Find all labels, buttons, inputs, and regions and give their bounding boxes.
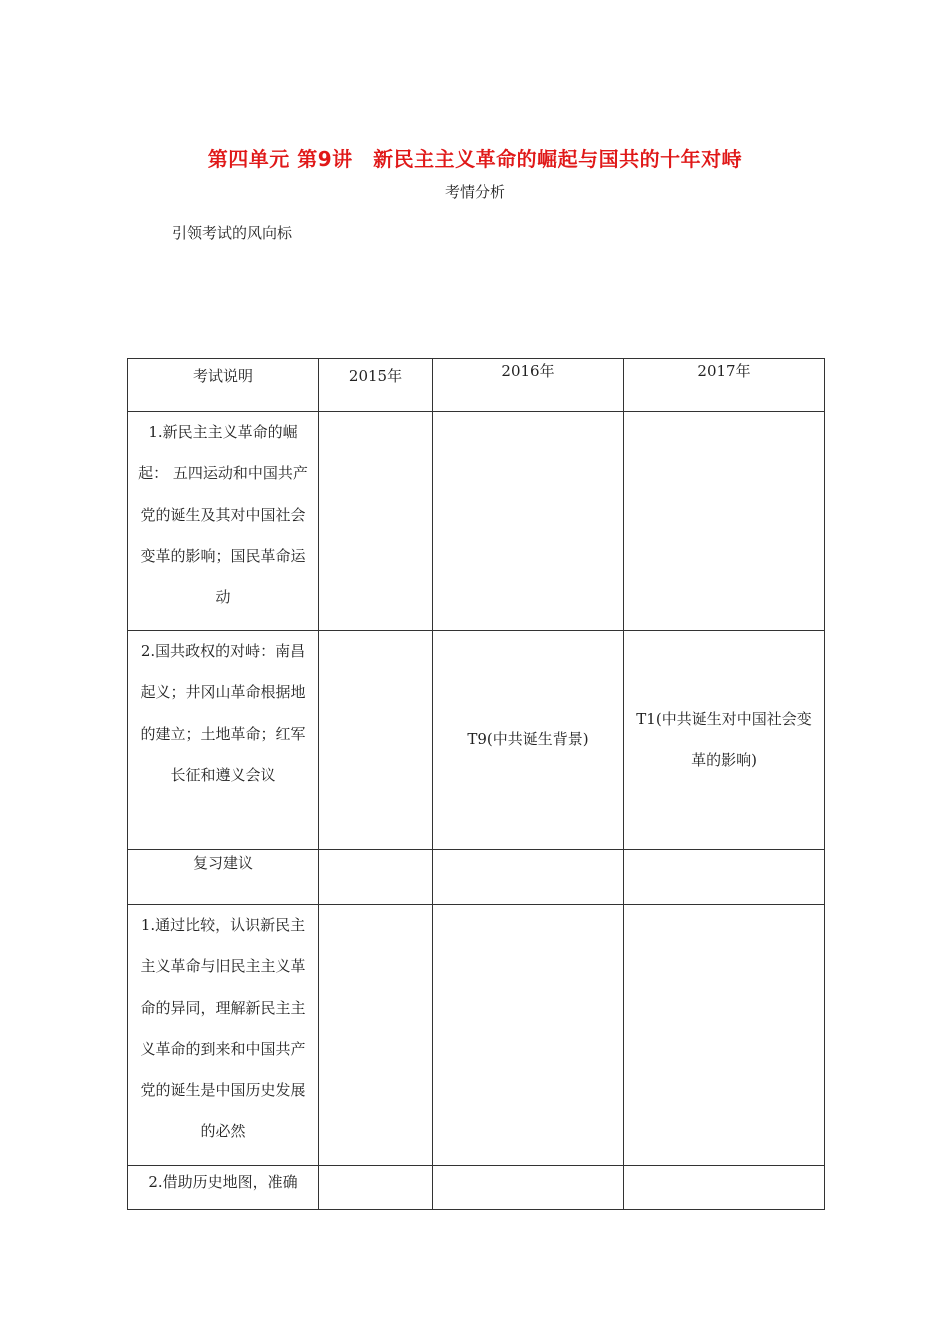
cell-2015 (319, 905, 433, 1166)
table-row (128, 412, 825, 631)
row-label: 1.通过比较，认识新民主主义革命与旧民主主义革命的异同，理解新民主主义革命的到来和中国共产党的诞生是中国历史发展的必然 (128, 905, 319, 1166)
table-row (128, 631, 825, 850)
page-title: 第四单元 第9讲 新民主主义革命的崛起与国共的十年对峙 (207, 147, 743, 171)
column-header: 考试说明 (128, 359, 319, 412)
cell-2017 (624, 1166, 825, 1210)
table-row (128, 905, 825, 1166)
intro-text: 引领考试的风向标 (172, 224, 293, 242)
table-header-row (128, 359, 825, 412)
cell-2016 (433, 905, 624, 1166)
column-header: 2017年 (624, 359, 825, 412)
cell-2015 (319, 1166, 433, 1210)
cell-2015 (319, 850, 433, 905)
cell-2015 (319, 631, 433, 850)
page-subtitle: 考情分析 (444, 183, 505, 201)
table-row (128, 1166, 825, 1210)
cell-2017 (624, 850, 825, 905)
exam-analysis-table (127, 358, 825, 1210)
row-label: 1.新民主主义革命的崛起： 五四运动和中国共产党的诞生及其对中国社会变革的影响；国民革命运动 (128, 412, 319, 631)
cell-2015 (319, 412, 433, 631)
row-label: 2.国共政权的对峙：南昌起义；井冈山革命根据地的建立；土地革命；红军长征和遵义会议 (128, 631, 319, 850)
cell-2016 (433, 1166, 624, 1210)
column-header: 2016年 (433, 359, 624, 412)
cell-2017 (624, 905, 825, 1166)
row-label: 复习建议 (128, 850, 319, 905)
column-header: 2015年 (319, 359, 433, 412)
cell-2017: T1(中共诞生对中国社会变革的影响) (624, 631, 825, 850)
cell-2016 (433, 850, 624, 905)
row-label: 2.借助历史地图，准确 (128, 1166, 319, 1210)
cell-2016: T9(中共诞生背景) (433, 631, 624, 850)
cell-2017 (624, 412, 825, 631)
table-row (128, 850, 825, 905)
cell-2016 (433, 412, 624, 631)
